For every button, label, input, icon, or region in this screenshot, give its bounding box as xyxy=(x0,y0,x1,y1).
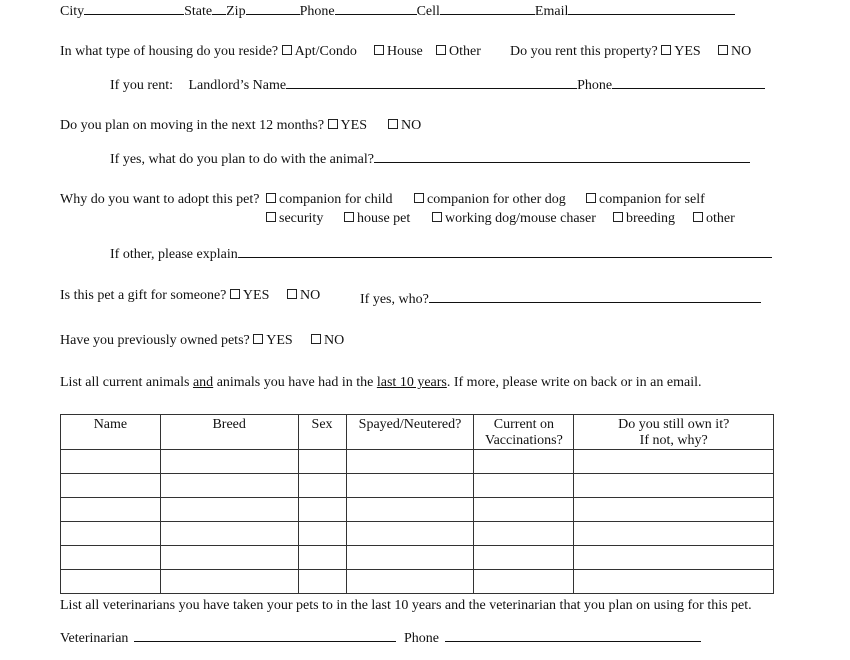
prev-pets-question: Have you previously owned pets? xyxy=(60,333,250,348)
house-option xyxy=(374,44,423,60)
table-row xyxy=(61,450,774,474)
adopt-opt1-label: companion for child xyxy=(279,192,393,207)
list-text-2: animals you have had in the xyxy=(213,375,377,390)
vet-label: Veterinarian xyxy=(60,631,129,646)
table-cell[interactable] xyxy=(298,474,346,498)
table-cell[interactable] xyxy=(298,570,346,594)
table-row xyxy=(61,522,774,546)
gift-who-field[interactable] xyxy=(429,288,761,303)
adopt-opt3 xyxy=(586,192,705,208)
table-cell[interactable] xyxy=(61,522,161,546)
table-cell[interactable] xyxy=(574,498,774,522)
col-vaccinations: Current on Vaccinations? xyxy=(474,415,574,450)
gift-who-label: If yes, who? xyxy=(360,292,429,307)
table-cell[interactable] xyxy=(474,522,574,546)
gift-who-row xyxy=(360,288,761,308)
contact-row xyxy=(60,0,735,20)
adopt-opt2 xyxy=(414,192,566,208)
prev-no-label: NO xyxy=(324,333,345,348)
vets-instructions xyxy=(60,598,752,614)
adopt-opt5-checkbox[interactable] xyxy=(344,212,354,222)
adopt-opt2-label: companion for other dog xyxy=(427,192,566,207)
cell-label: Cell xyxy=(416,4,440,19)
landlord-phone-label: Phone xyxy=(577,78,613,93)
table-cell[interactable] xyxy=(346,522,474,546)
adopt-opt3-checkbox[interactable] xyxy=(586,193,596,203)
apt-label: Apt/Condo xyxy=(294,44,357,59)
adopt-question: Why do you want to adopt this pet? xyxy=(60,192,260,207)
table-row xyxy=(61,474,774,498)
rent-no-checkbox[interactable] xyxy=(718,45,728,55)
moving-no-checkbox[interactable] xyxy=(388,119,398,129)
adopt-opt8 xyxy=(693,211,735,227)
house-checkbox[interactable] xyxy=(374,45,384,55)
adopt-opt5 xyxy=(344,211,410,227)
table-cell[interactable] xyxy=(160,498,298,522)
adopt-opt7-checkbox[interactable] xyxy=(613,212,623,222)
table-cell[interactable] xyxy=(474,498,574,522)
table-cell[interactable] xyxy=(61,498,161,522)
list-instructions xyxy=(60,375,701,391)
table-cell[interactable] xyxy=(574,450,774,474)
other-housing-option xyxy=(436,44,481,60)
state-field[interactable] xyxy=(212,0,226,15)
other-housing-label: Other xyxy=(449,44,481,59)
table-cell[interactable] xyxy=(61,450,161,474)
prev-no-checkbox[interactable] xyxy=(311,334,321,344)
table-cell[interactable] xyxy=(298,450,346,474)
adopt-opt6-checkbox[interactable] xyxy=(432,212,442,222)
table-cell[interactable] xyxy=(298,522,346,546)
adopt-opt6 xyxy=(432,211,596,227)
col-name: Name xyxy=(61,415,161,450)
adopt-opt2-checkbox[interactable] xyxy=(414,193,424,203)
gift-yes-label: YES xyxy=(242,288,270,303)
adopt-opt8-label: other xyxy=(706,211,735,226)
table-cell[interactable] xyxy=(298,498,346,522)
table-cell[interactable] xyxy=(346,570,474,594)
vet-phone-row xyxy=(404,627,701,647)
rent-question: Do you rent this property? xyxy=(510,44,658,59)
adopt-opt3-label: companion for self xyxy=(599,192,705,207)
moving-question: Do you plan on moving in the next 12 months? xyxy=(60,118,325,133)
table-cell[interactable] xyxy=(61,546,161,570)
cell-field[interactable] xyxy=(440,0,535,15)
table-cell[interactable] xyxy=(474,474,574,498)
landlord-label: Landlord’s Name xyxy=(188,78,287,93)
adopt-opt5-label: house pet xyxy=(357,211,411,226)
phone-label: Phone xyxy=(299,4,335,19)
vet-field[interactable] xyxy=(134,627,396,642)
vet-row xyxy=(60,627,396,647)
table-cell[interactable] xyxy=(574,522,774,546)
rent-yes-checkbox[interactable] xyxy=(661,45,671,55)
list-last-10-years: last 10 years xyxy=(376,375,447,390)
housing-question: In what type of housing do you reside? xyxy=(60,44,279,59)
gift-question: Is this pet a gift for someone? xyxy=(60,288,227,303)
adopt-opt4 xyxy=(266,211,323,227)
adopt-opt4-label: security xyxy=(279,211,324,226)
table-cell[interactable] xyxy=(160,546,298,570)
list-text-1: List all current animals xyxy=(60,375,193,390)
col-sex: Sex xyxy=(298,415,346,450)
table-header-row xyxy=(61,415,774,450)
vet-phone-field[interactable] xyxy=(445,627,701,642)
table-cell[interactable] xyxy=(574,570,774,594)
list-and: and xyxy=(192,375,214,390)
table-cell[interactable] xyxy=(160,450,298,474)
adopt-opt4-checkbox[interactable] xyxy=(266,212,276,222)
rent-no-label: NO xyxy=(731,44,752,59)
rent-question-row xyxy=(510,44,701,60)
table-row xyxy=(61,498,774,522)
landlord-row xyxy=(110,74,765,94)
gift-row xyxy=(60,288,269,304)
adopt-opt8-checkbox[interactable] xyxy=(693,212,703,222)
adopt-opt1 xyxy=(266,192,393,208)
moving-yes-label: YES xyxy=(340,118,367,133)
email-label: Email xyxy=(534,4,569,19)
gift-no-checkbox[interactable] xyxy=(287,289,297,299)
table-cell[interactable] xyxy=(474,546,574,570)
explain-label: If other, please explain xyxy=(110,247,238,262)
if-rent-label: If you rent: xyxy=(110,78,173,93)
vets-text: List all veterinarians you have taken your pets to in the last 10 years and the veterinarian that you plan on using for this pet. xyxy=(60,598,752,613)
moving-no-label: NO xyxy=(401,118,422,133)
city-field[interactable] xyxy=(84,0,184,15)
col-still-own: Do you still own it? If not, why? xyxy=(574,415,774,450)
adopt-row xyxy=(60,192,259,208)
table-cell[interactable] xyxy=(574,474,774,498)
table-cell[interactable] xyxy=(346,546,474,570)
moving-followup-label: If yes, what do you plan to do with the animal? xyxy=(110,152,374,167)
prev-pets-row xyxy=(60,333,293,349)
adopt-opt6-label: working dog/mouse chaser xyxy=(445,211,596,226)
adopt-opt7 xyxy=(613,211,675,227)
vet-phone-label: Phone xyxy=(404,631,439,646)
adopt-opt1-checkbox[interactable] xyxy=(266,193,276,203)
house-label: House xyxy=(387,44,423,59)
pets-table xyxy=(60,414,774,594)
table-row xyxy=(61,546,774,570)
list-text-3: . If more, please write on back or in an email. xyxy=(446,375,702,390)
explain-row xyxy=(110,243,772,263)
zip-field[interactable] xyxy=(246,0,300,15)
prev-no-option xyxy=(311,333,344,349)
col-spayed: Spayed/Neutered? xyxy=(346,415,474,450)
moving-yes-checkbox[interactable] xyxy=(328,119,338,129)
moving-no-option xyxy=(388,118,421,134)
table-cell[interactable] xyxy=(346,498,474,522)
moving-row xyxy=(60,118,367,134)
apt-checkbox[interactable] xyxy=(282,45,292,55)
table-cell[interactable] xyxy=(160,474,298,498)
explain-field[interactable] xyxy=(238,243,772,258)
adopt-opt7-label: breeding xyxy=(626,211,675,226)
table-cell[interactable] xyxy=(61,474,161,498)
table-cell[interactable] xyxy=(474,450,574,474)
rent-no-option xyxy=(718,44,751,60)
gift-no-label: NO xyxy=(300,288,321,303)
table-cell[interactable] xyxy=(298,546,346,570)
gift-no-option xyxy=(287,288,320,304)
zip-label: Zip xyxy=(226,4,246,19)
state-label: State xyxy=(184,4,213,19)
prev-yes-checkbox[interactable] xyxy=(253,334,263,344)
table-cell[interactable] xyxy=(160,522,298,546)
landlord-phone-field[interactable] xyxy=(612,74,765,89)
other-housing-checkbox[interactable] xyxy=(436,45,446,55)
email-field[interactable] xyxy=(568,0,735,15)
rent-yes-label: YES xyxy=(674,44,701,59)
landlord-field[interactable] xyxy=(286,74,577,89)
housing-row xyxy=(60,44,357,60)
col-breed: Breed xyxy=(160,415,298,450)
moving-followup-row xyxy=(110,148,750,168)
city-label: City xyxy=(60,4,85,19)
moving-followup-field[interactable] xyxy=(374,148,750,163)
table-cell[interactable] xyxy=(61,570,161,594)
gift-yes-checkbox[interactable] xyxy=(230,289,240,299)
table-cell[interactable] xyxy=(474,570,574,594)
phone-field[interactable] xyxy=(335,0,417,15)
prev-yes-label: YES xyxy=(266,333,293,348)
table-cell[interactable] xyxy=(160,570,298,594)
table-row xyxy=(61,570,774,594)
table-cell[interactable] xyxy=(346,450,474,474)
table-cell[interactable] xyxy=(574,546,774,570)
table-cell[interactable] xyxy=(346,474,474,498)
